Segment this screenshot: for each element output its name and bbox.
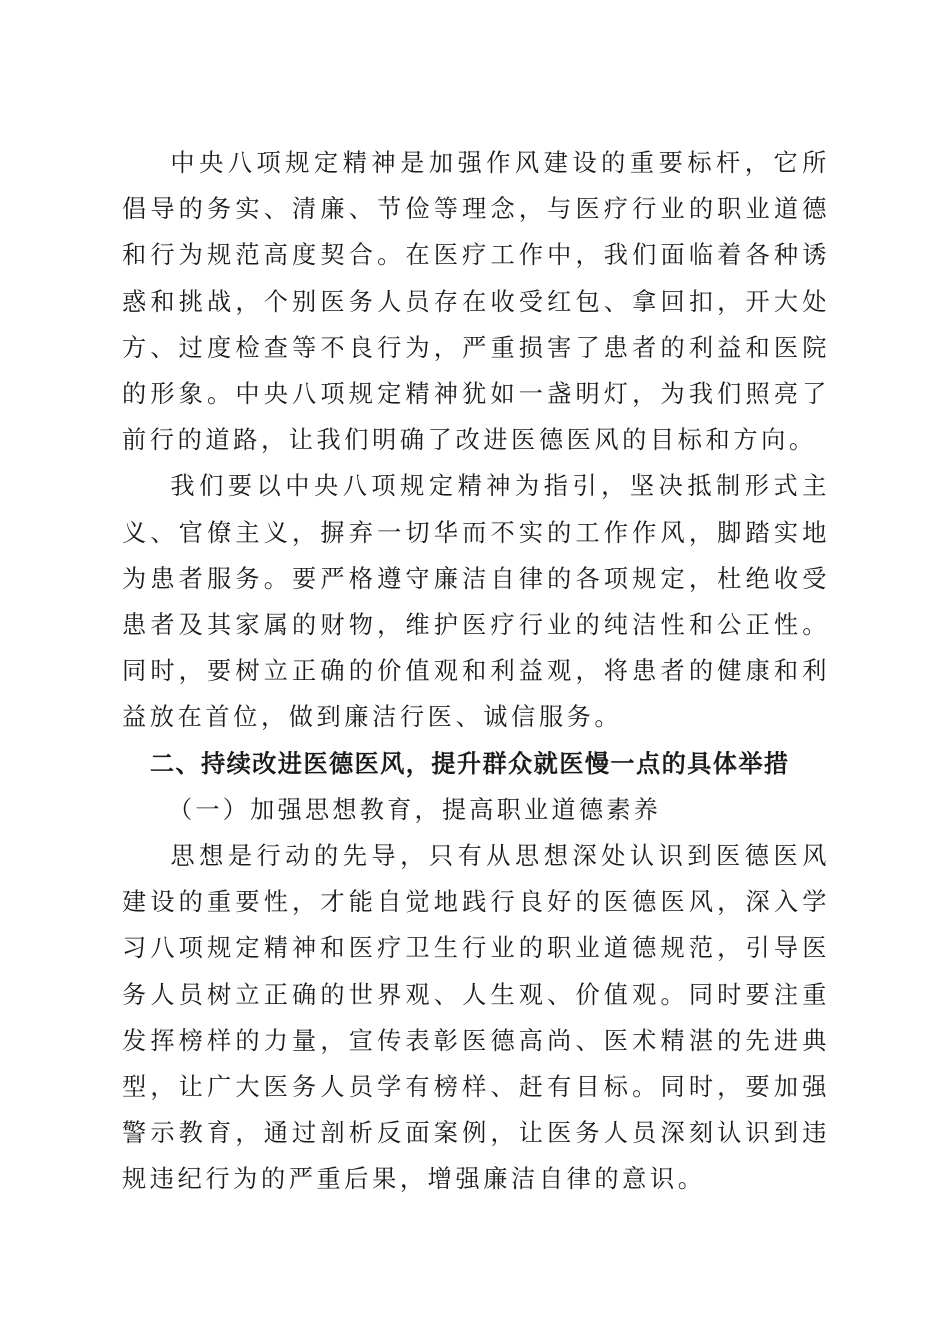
section-heading: 二、持续改进医德医风，提升群众就医慢一点的具体举措	[149, 749, 790, 778]
document-page	[122, 140, 830, 1203]
subsection-heading: （一）加强思想教育，提高职业道德素养	[168, 795, 661, 824]
paragraph-eight-rules-guidance: 我们要以中央八项规定精神为指引，坚决抵制形式主义、官僚主义，摒弃一切华而不实的工作作风，脚踏实地为患者服务。要严格遵守廉洁自律的各项规定，杜绝收受患者及其家属的财物，维护医疗行业的纯洁性和公正性。同时，要树立正确的价值观和利益观，将患者的健康和利益放在首位，做到廉洁行医、诚信服务。	[122, 472, 830, 732]
paragraph-eight-rules-benchmark: 中央八项规定精神是加强作风建设的重要标杆，它所倡导的务实、清廉、节俭等理念，与医疗行业的职业道德和行为规范高度契合。在医疗工作中，我们面临着各种诱惑和挑战，个别医务人员存在收受红包、拿回扣，开大处方、过度检查等不良行为，严重损害了患者的利益和医院的形象。中央八项规定精神犹如一盏明灯，为我们照亮了前行的道路，让我们明确了改进医德医风的目标和方向。	[122, 149, 830, 455]
paragraph-ideological-education: 思想是行动的先导，只有从思想深处认识到医德医风建设的重要性，才能自觉地践行良好的医德医风，深入学习八项规定精神和医疗卫生行业的职业道德规范，引导医务人员树立正确的世界观、人生观、价值观。同时要注重发挥榜样的力量，宣传表彰医德高尚、医术精湛的先进典型，让广大医务人员学有榜样、赶有目标。同时，要加强警示教育，通过剖析反面案例，让医务人员深刻认识到违规违纪行为的严重后果，增强廉洁自律的意识。	[122, 842, 830, 1194]
